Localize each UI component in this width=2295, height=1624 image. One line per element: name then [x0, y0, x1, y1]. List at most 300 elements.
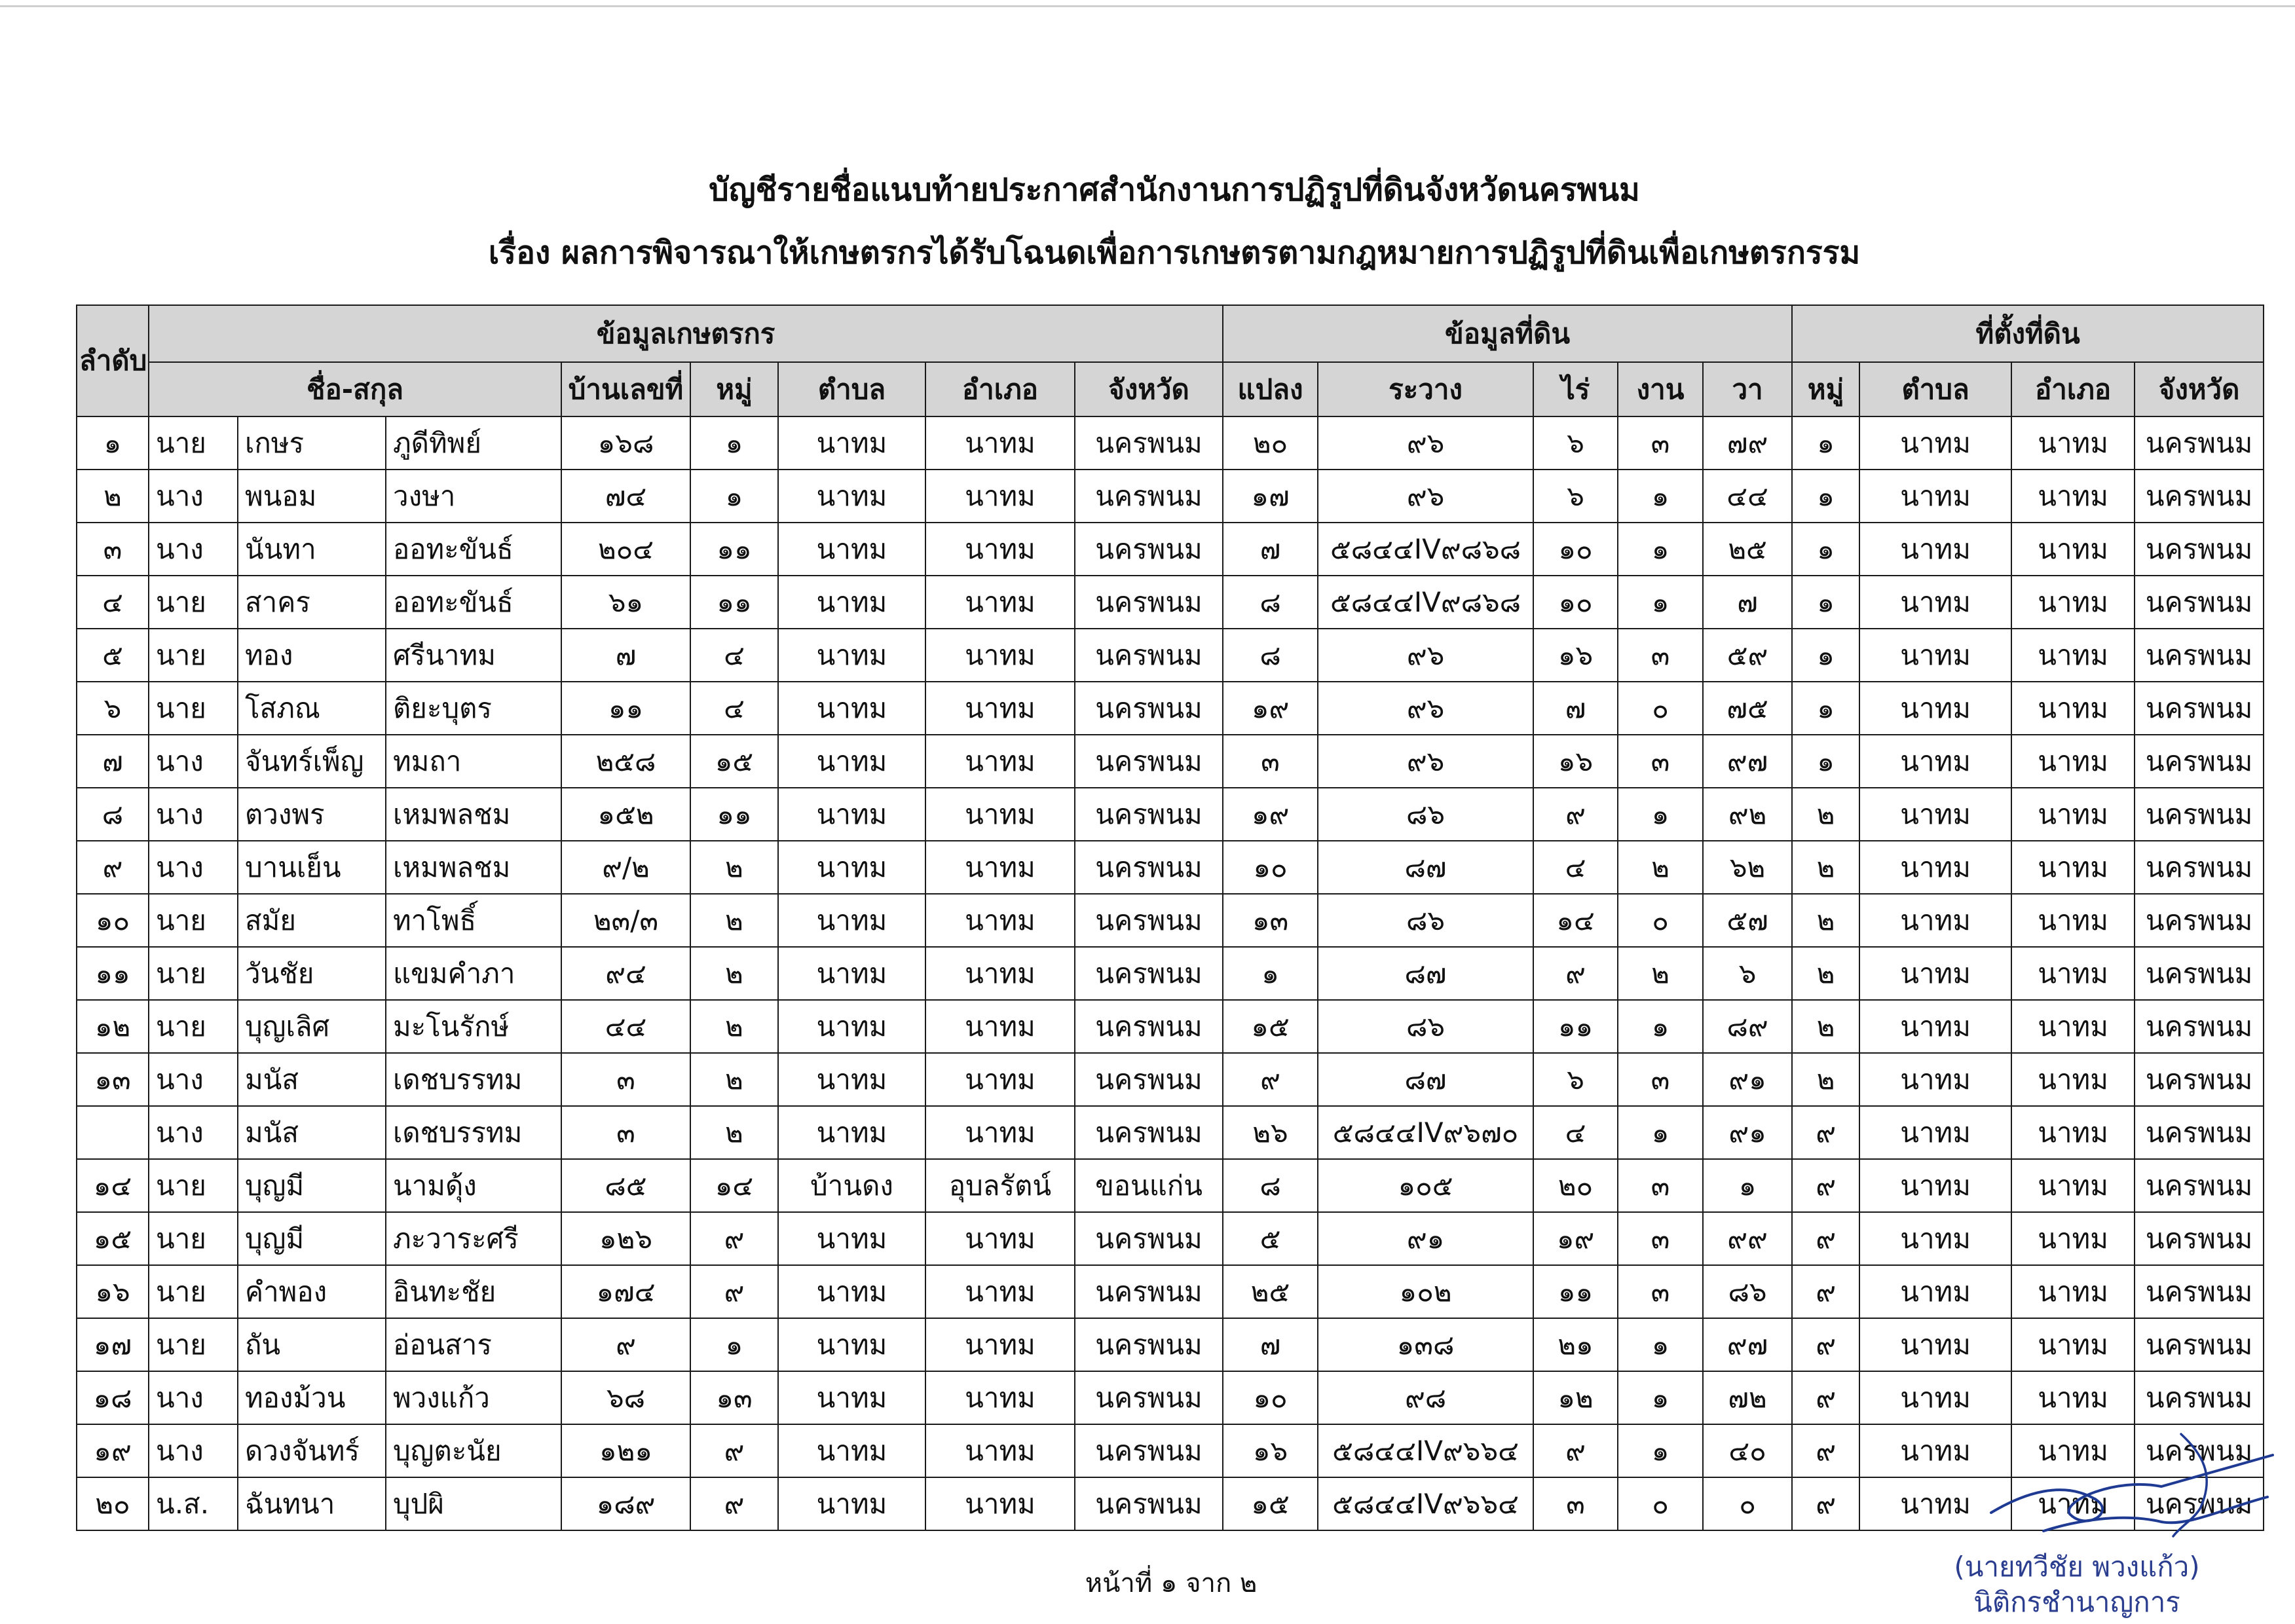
cell-land-amphoe: นาทม [2011, 1159, 2135, 1212]
cell-house-no: ๒๓/๓ [561, 894, 690, 947]
cell-map-sheet: ๙๖ [1318, 470, 1533, 523]
cell-land-province: นครพนม [2135, 1053, 2264, 1106]
cell-province: นครพนม [1075, 1000, 1223, 1053]
cell-moo: ๙ [690, 1265, 778, 1318]
cell-plot: ๑๓ [1223, 894, 1318, 947]
cell-last-name: บุญตะนัย [386, 1424, 561, 1477]
cell-no: ๙ [77, 841, 149, 894]
table-body [77, 416, 2264, 1530]
cell-rai: ๙ [1533, 947, 1618, 1000]
table-row [77, 1106, 2264, 1159]
cell-house-no: ๑๑ [561, 682, 690, 735]
cell-map-sheet: ๕๘๔๔IV๙๖๖๔ [1318, 1477, 1533, 1530]
cell-tambon: นาทม [778, 1477, 925, 1530]
cell-wa: ๘๖ [1703, 1265, 1792, 1318]
cell-map-sheet: ๙๘ [1318, 1371, 1533, 1424]
header-land-amphoe: อำเภอ [2011, 362, 2135, 416]
cell-rai: ๖ [1533, 416, 1618, 470]
cell-land-amphoe: นาทม [2011, 841, 2135, 894]
cell-map-sheet: ๑๐๕ [1318, 1159, 1533, 1212]
cell-rai: ๓ [1533, 1477, 1618, 1530]
cell-land-moo: ๙ [1792, 1424, 1859, 1477]
table-row [77, 1318, 2264, 1371]
cell-prefix: น.ส. [149, 1477, 238, 1530]
cell-amphoe: นาทม [925, 947, 1075, 1000]
header-rai: ไร่ [1533, 362, 1618, 416]
table-row [77, 470, 2264, 523]
cell-last-name: ศรีนาทม [386, 629, 561, 682]
cell-land-amphoe: นาทม [2011, 947, 2135, 1000]
cell-first-name: วันชัย [238, 947, 386, 1000]
cell-no: ๕ [77, 629, 149, 682]
cell-no: ๑๓ [77, 1053, 149, 1106]
cell-first-name: ถัน [238, 1318, 386, 1371]
cell-province: นครพนม [1075, 1053, 1223, 1106]
cell-wa: ๙๒ [1703, 788, 1792, 841]
cell-moo: ๒ [690, 1000, 778, 1053]
cell-prefix: นาง [149, 841, 238, 894]
cell-wa: ๗ [1703, 576, 1792, 629]
header-wa: วา [1703, 362, 1792, 416]
cell-last-name: แขมคำภา [386, 947, 561, 1000]
cell-ngan: ๐ [1618, 894, 1703, 947]
cell-land-amphoe: นาทม [2011, 1265, 2135, 1318]
cell-amphoe: นาทม [925, 1424, 1075, 1477]
cell-rai: ๙ [1533, 788, 1618, 841]
cell-rai: ๑๐ [1533, 576, 1618, 629]
cell-province: นครพนม [1075, 576, 1223, 629]
cell-house-no: ๑๒๑ [561, 1424, 690, 1477]
cell-land-province: นครพนม [2135, 788, 2264, 841]
cell-land-moo: ๑ [1792, 416, 1859, 470]
cell-land-province: นครพนม [2135, 1424, 2264, 1477]
cell-first-name: จันทร์เพ็ญ [238, 735, 386, 788]
scan-edge-line [0, 5, 2295, 7]
cell-amphoe: นาทม [925, 1000, 1075, 1053]
cell-wa: ๗๒ [1703, 1371, 1792, 1424]
cell-wa: ๙๑ [1703, 1106, 1792, 1159]
cell-land-tambon: นาทม [1859, 735, 2011, 788]
cell-ngan: ๓ [1618, 1265, 1703, 1318]
cell-map-sheet: ๙๑ [1318, 1212, 1533, 1265]
cell-first-name: บุญมี [238, 1159, 386, 1212]
cell-moo: ๑ [690, 1318, 778, 1371]
cell-map-sheet: ๙๖ [1318, 629, 1533, 682]
cell-ngan: ๓ [1618, 1159, 1703, 1212]
cell-rai: ๑๖ [1533, 629, 1618, 682]
cell-tambon: นาทม [778, 735, 925, 788]
table-row [77, 682, 2264, 735]
cell-land-amphoe: นาทม [2011, 1000, 2135, 1053]
signatory-name: (นายทวีชัย พวงแก้ว) [1954, 1551, 2200, 1583]
cell-last-name: ทมถา [386, 735, 561, 788]
cell-land-tambon: นาทม [1859, 894, 2011, 947]
cell-land-tambon: นาทม [1859, 682, 2011, 735]
cell-land-province: นครพนม [2135, 1265, 2264, 1318]
cell-plot: ๒๐ [1223, 416, 1318, 470]
handwritten-signature [1965, 1414, 2286, 1545]
cell-wa: ๔๐ [1703, 1424, 1792, 1477]
cell-prefix: นาง [149, 1424, 238, 1477]
cell-map-sheet: ๘๗ [1318, 1053, 1533, 1106]
cell-map-sheet: ๕๘๔๔IV๙๖๗๐ [1318, 1106, 1533, 1159]
cell-land-province: นครพนม [2135, 735, 2264, 788]
cell-province: ขอนแก่น [1075, 1159, 1223, 1212]
cell-last-name: มะโนรักษ์ [386, 1000, 561, 1053]
cell-prefix: นาง [149, 788, 238, 841]
table-row [77, 1159, 2264, 1212]
cell-plot: ๑๙ [1223, 788, 1318, 841]
cell-house-no: ๑๒๖ [561, 1212, 690, 1265]
cell-rai: ๑๑ [1533, 1265, 1618, 1318]
cell-tambon: นาทม [778, 1265, 925, 1318]
header-land-province: จังหวัด [2135, 362, 2264, 416]
header-row-groups [77, 305, 2264, 362]
cell-plot: ๑๖ [1223, 1424, 1318, 1477]
cell-first-name: ฉันทนา [238, 1477, 386, 1530]
cell-no: ๒ [77, 470, 149, 523]
header-plot: แปลง [1223, 362, 1318, 416]
cell-last-name: นามดุ้ง [386, 1159, 561, 1212]
signatory-position: นิติกรชำนาญการ [1973, 1586, 2180, 1618]
cell-last-name: ออทะขันธ์ [386, 576, 561, 629]
cell-tambon: นาทม [778, 1053, 925, 1106]
cell-land-tambon: นาทม [1859, 1000, 2011, 1053]
cell-ngan: ๐ [1618, 682, 1703, 735]
cell-tambon: นาทม [778, 1212, 925, 1265]
cell-moo: ๒ [690, 1053, 778, 1106]
cell-amphoe: นาทม [925, 788, 1075, 841]
cell-plot: ๘ [1223, 576, 1318, 629]
cell-land-moo: ๙ [1792, 1265, 1859, 1318]
cell-amphoe: นาทม [925, 1477, 1075, 1530]
cell-map-sheet: ๑๓๘ [1318, 1318, 1533, 1371]
cell-land-province: นครพนม [2135, 1318, 2264, 1371]
cell-plot: ๒๕ [1223, 1265, 1318, 1318]
cell-first-name: นันทา [238, 523, 386, 576]
cell-land-moo: ๙ [1792, 1318, 1859, 1371]
cell-land-province: นครพนม [2135, 470, 2264, 523]
cell-prefix: นาย [149, 1159, 238, 1212]
cell-prefix: นาย [149, 416, 238, 470]
cell-land-amphoe: นาทม [2011, 1371, 2135, 1424]
cell-plot: ๕ [1223, 1212, 1318, 1265]
cell-land-tambon: นาทม [1859, 1159, 2011, 1212]
cell-land-province: นครพนม [2135, 523, 2264, 576]
cell-house-no: ๓ [561, 1053, 690, 1106]
cell-no: ๑๗ [77, 1318, 149, 1371]
cell-house-no: ๙/๒ [561, 841, 690, 894]
cell-wa: ๘๙ [1703, 1000, 1792, 1053]
cell-first-name: คำพอง [238, 1265, 386, 1318]
cell-no: ๑๑ [77, 947, 149, 1000]
cell-tambon: นาทม [778, 788, 925, 841]
cell-land-tambon: นาทม [1859, 416, 2011, 470]
cell-land-amphoe: นาทม [2011, 894, 2135, 947]
cell-house-no: ๖๘ [561, 1371, 690, 1424]
cell-no: ๑๘ [77, 1371, 149, 1424]
cell-amphoe: นาทม [925, 841, 1075, 894]
cell-amphoe: นาทม [925, 416, 1075, 470]
cell-moo: ๙ [690, 1477, 778, 1530]
cell-first-name: พนอม [238, 470, 386, 523]
cell-province: นครพนม [1075, 1265, 1223, 1318]
cell-land-moo: ๙ [1792, 1477, 1859, 1530]
cell-province: นครพนม [1075, 629, 1223, 682]
header-land-info: ข้อมูลที่ดิน [1223, 305, 1792, 362]
cell-first-name: สมัย [238, 894, 386, 947]
cell-land-tambon: นาทม [1859, 629, 2011, 682]
cell-wa: ๕๗ [1703, 894, 1792, 947]
cell-tambon: นาทม [778, 470, 925, 523]
cell-plot: ๗ [1223, 1318, 1318, 1371]
cell-no: ๒๐ [77, 1477, 149, 1530]
cell-land-moo: ๒ [1792, 1000, 1859, 1053]
cell-first-name: บุญมี [238, 1212, 386, 1265]
cell-wa: ๐ [1703, 1477, 1792, 1530]
cell-house-no: ๔๔ [561, 1000, 690, 1053]
cell-map-sheet: ๘๗ [1318, 841, 1533, 894]
cell-no: ๑ [77, 416, 149, 470]
cell-province: นครพนม [1075, 841, 1223, 894]
cell-province: นครพนม [1075, 788, 1223, 841]
cell-ngan: ๑ [1618, 1318, 1703, 1371]
cell-land-province: นครพนม [2135, 1212, 2264, 1265]
page-number: หน้าที่ ๑ จาก ๒ [1085, 1568, 1258, 1598]
cell-prefix: นาย [149, 1318, 238, 1371]
cell-plot: ๗ [1223, 523, 1318, 576]
cell-wa: ๙๗ [1703, 735, 1792, 788]
cell-last-name: ภะวาระศรี [386, 1212, 561, 1265]
document-title: บัญชีรายชื่อแนบท้ายประกาศสำนักงานการปฏิรูปที่ดินจังหวัดนครพนม [709, 172, 1640, 208]
cell-ngan: ๑ [1618, 788, 1703, 841]
cell-amphoe: นาทม [925, 1212, 1075, 1265]
cell-map-sheet: ๙๖ [1318, 682, 1533, 735]
table-row [77, 1424, 2264, 1477]
cell-prefix: นาย [149, 947, 238, 1000]
cell-plot: ๑๗ [1223, 470, 1318, 523]
table-row [77, 1053, 2264, 1106]
cell-wa: ๖๒ [1703, 841, 1792, 894]
cell-moo: ๒ [690, 1106, 778, 1159]
cell-first-name: มนัส [238, 1106, 386, 1159]
cell-plot: ๙ [1223, 1053, 1318, 1106]
cell-ngan: ๑ [1618, 523, 1703, 576]
cell-house-no: ๙๔ [561, 947, 690, 1000]
cell-plot: ๓ [1223, 735, 1318, 788]
cell-land-tambon: นาทม [1859, 1212, 2011, 1265]
cell-moo: ๔ [690, 682, 778, 735]
cell-tambon: นาทม [778, 947, 925, 1000]
cell-ngan: ๓ [1618, 629, 1703, 682]
cell-land-amphoe: นาทม [2011, 682, 2135, 735]
cell-land-moo: ๑ [1792, 629, 1859, 682]
cell-land-moo: ๙ [1792, 1212, 1859, 1265]
cell-ngan: ๓ [1618, 416, 1703, 470]
table-row [77, 841, 2264, 894]
cell-land-province: นครพนม [2135, 682, 2264, 735]
cell-last-name: วงษา [386, 470, 561, 523]
cell-ngan: ๑ [1618, 470, 1703, 523]
header-tambon: ตำบล [778, 362, 925, 416]
cell-land-province: นครพนม [2135, 947, 2264, 1000]
cell-tambon: นาทม [778, 629, 925, 682]
cell-province: นครพนม [1075, 1424, 1223, 1477]
cell-land-province: นครพนม [2135, 1477, 2264, 1530]
cell-prefix: นาง [149, 1371, 238, 1424]
cell-plot: ๒๖ [1223, 1106, 1318, 1159]
cell-rai: ๑๒ [1533, 1371, 1618, 1424]
cell-first-name: ทองม้วน [238, 1371, 386, 1424]
table-row [77, 1212, 2264, 1265]
cell-prefix: นาง [149, 1106, 238, 1159]
cell-land-tambon: นาทม [1859, 1265, 2011, 1318]
cell-land-province: นครพนม [2135, 894, 2264, 947]
cell-moo: ๙ [690, 1424, 778, 1477]
cell-house-no: ๑๕๒ [561, 788, 690, 841]
cell-ngan: ๑ [1618, 1424, 1703, 1477]
cell-amphoe: นาทม [925, 1053, 1075, 1106]
table-row [77, 1265, 2264, 1318]
cell-amphoe: นาทม [925, 629, 1075, 682]
cell-rai: ๗ [1533, 682, 1618, 735]
cell-first-name: บานเย็น [238, 841, 386, 894]
cell-last-name: ภูดีทิพย์ [386, 416, 561, 470]
table-row [77, 894, 2264, 947]
cell-prefix: นาง [149, 470, 238, 523]
cell-tambon: นาทม [778, 1424, 925, 1477]
cell-rai: ๑๐ [1533, 523, 1618, 576]
cell-prefix: นาย [149, 1265, 238, 1318]
cell-land-province: นครพนม [2135, 576, 2264, 629]
cell-province: นครพนม [1075, 947, 1223, 1000]
cell-no: ๑๒ [77, 1000, 149, 1053]
cell-ngan: ๒ [1618, 947, 1703, 1000]
cell-rai: ๔ [1533, 841, 1618, 894]
table-row [77, 735, 2264, 788]
cell-tambon: นาทม [778, 841, 925, 894]
cell-last-name: ออทะขันธ์ [386, 523, 561, 576]
cell-province: นครพนม [1075, 1477, 1223, 1530]
cell-no [77, 1106, 149, 1159]
cell-ngan: ๓ [1618, 1212, 1703, 1265]
cell-tambon: นาทม [778, 1371, 925, 1424]
cell-ngan: ๒ [1618, 841, 1703, 894]
cell-ngan: ๓ [1618, 1053, 1703, 1106]
table-row [77, 1000, 2264, 1053]
cell-ngan: ๑ [1618, 1106, 1703, 1159]
cell-wa: ๒๕ [1703, 523, 1792, 576]
cell-no: ๑๖ [77, 1265, 149, 1318]
cell-ngan: ๑ [1618, 1371, 1703, 1424]
cell-first-name: มนัส [238, 1053, 386, 1106]
cell-amphoe: นาทม [925, 894, 1075, 947]
cell-first-name: สาคร [238, 576, 386, 629]
cell-land-amphoe: นาทม [2011, 1053, 2135, 1106]
farmer-land-table [76, 304, 2264, 1531]
table-row [77, 629, 2264, 682]
cell-land-moo: ๒ [1792, 841, 1859, 894]
cell-moo: ๑๕ [690, 735, 778, 788]
cell-amphoe: นาทม [925, 735, 1075, 788]
cell-land-moo: ๒ [1792, 1053, 1859, 1106]
cell-wa: ๙๗ [1703, 1318, 1792, 1371]
cell-house-no: ๑๘๙ [561, 1477, 690, 1530]
cell-map-sheet: ๕๘๔๔IV๙๖๖๔ [1318, 1424, 1533, 1477]
cell-no: ๔ [77, 576, 149, 629]
cell-prefix: นาง [149, 735, 238, 788]
cell-land-tambon: นาทม [1859, 1477, 2011, 1530]
cell-rai: ๖ [1533, 1053, 1618, 1106]
cell-land-tambon: นาทม [1859, 576, 2011, 629]
cell-province: นครพนม [1075, 416, 1223, 470]
cell-land-moo: ๑ [1792, 523, 1859, 576]
header-moo: หมู่ [690, 362, 778, 416]
cell-land-tambon: นาทม [1859, 1053, 2011, 1106]
cell-house-no: ๗ [561, 629, 690, 682]
cell-last-name: เหมพลชม [386, 841, 561, 894]
header-amphoe: อำเภอ [925, 362, 1075, 416]
cell-plot: ๑๐ [1223, 841, 1318, 894]
cell-first-name: ทอง [238, 629, 386, 682]
cell-prefix: นาย [149, 576, 238, 629]
cell-amphoe: นาทม [925, 1265, 1075, 1318]
cell-rai: ๑๑ [1533, 1000, 1618, 1053]
cell-tambon: นาทม [778, 1000, 925, 1053]
cell-rai: ๒๐ [1533, 1159, 1618, 1212]
cell-land-province: นครพนม [2135, 841, 2264, 894]
cell-moo: ๑๑ [690, 788, 778, 841]
cell-prefix: นาย [149, 894, 238, 947]
cell-no: ๗ [77, 735, 149, 788]
cell-first-name: ดวงจันทร์ [238, 1424, 386, 1477]
cell-tambon: บ้านดง [778, 1159, 925, 1212]
cell-land-amphoe: นาทม [2011, 1477, 2135, 1530]
cell-last-name: ทาโพธิ์ [386, 894, 561, 947]
cell-house-no: ๑๖๘ [561, 416, 690, 470]
cell-house-no: ๗๔ [561, 470, 690, 523]
cell-no: ๑๔ [77, 1159, 149, 1212]
header-farmer-info: ข้อมูลเกษตรกร [149, 305, 1223, 362]
table-row [77, 416, 2264, 470]
cell-province: นครพนม [1075, 1212, 1223, 1265]
cell-land-tambon: นาทม [1859, 1106, 2011, 1159]
cell-last-name: เหมพลชม [386, 788, 561, 841]
header-map-sheet: ระวาง [1318, 362, 1533, 416]
cell-land-amphoe: นาทม [2011, 470, 2135, 523]
cell-first-name: บุญเลิศ [238, 1000, 386, 1053]
cell-ngan: ๓ [1618, 735, 1703, 788]
cell-land-tambon: นาทม [1859, 1371, 2011, 1424]
header-land-tambon: ตำบล [1859, 362, 2011, 416]
cell-rai: ๒๑ [1533, 1318, 1618, 1371]
cell-ngan: ๐ [1618, 1477, 1703, 1530]
cell-moo: ๑ [690, 470, 778, 523]
cell-land-amphoe: นาทม [2011, 1212, 2135, 1265]
cell-wa: ๖ [1703, 947, 1792, 1000]
cell-land-amphoe: นาทม [2011, 629, 2135, 682]
cell-wa: ๑ [1703, 1159, 1792, 1212]
header-house-no: บ้านเลขที่ [561, 362, 690, 416]
cell-plot: ๘ [1223, 1159, 1318, 1212]
cell-rai: ๖ [1533, 470, 1618, 523]
cell-last-name: พวงแก้ว [386, 1371, 561, 1424]
cell-land-moo: ๑ [1792, 470, 1859, 523]
cell-land-moo: ๙ [1792, 1106, 1859, 1159]
cell-land-province: นครพนม [2135, 629, 2264, 682]
cell-land-amphoe: นาทม [2011, 1318, 2135, 1371]
cell-province: นครพนม [1075, 894, 1223, 947]
